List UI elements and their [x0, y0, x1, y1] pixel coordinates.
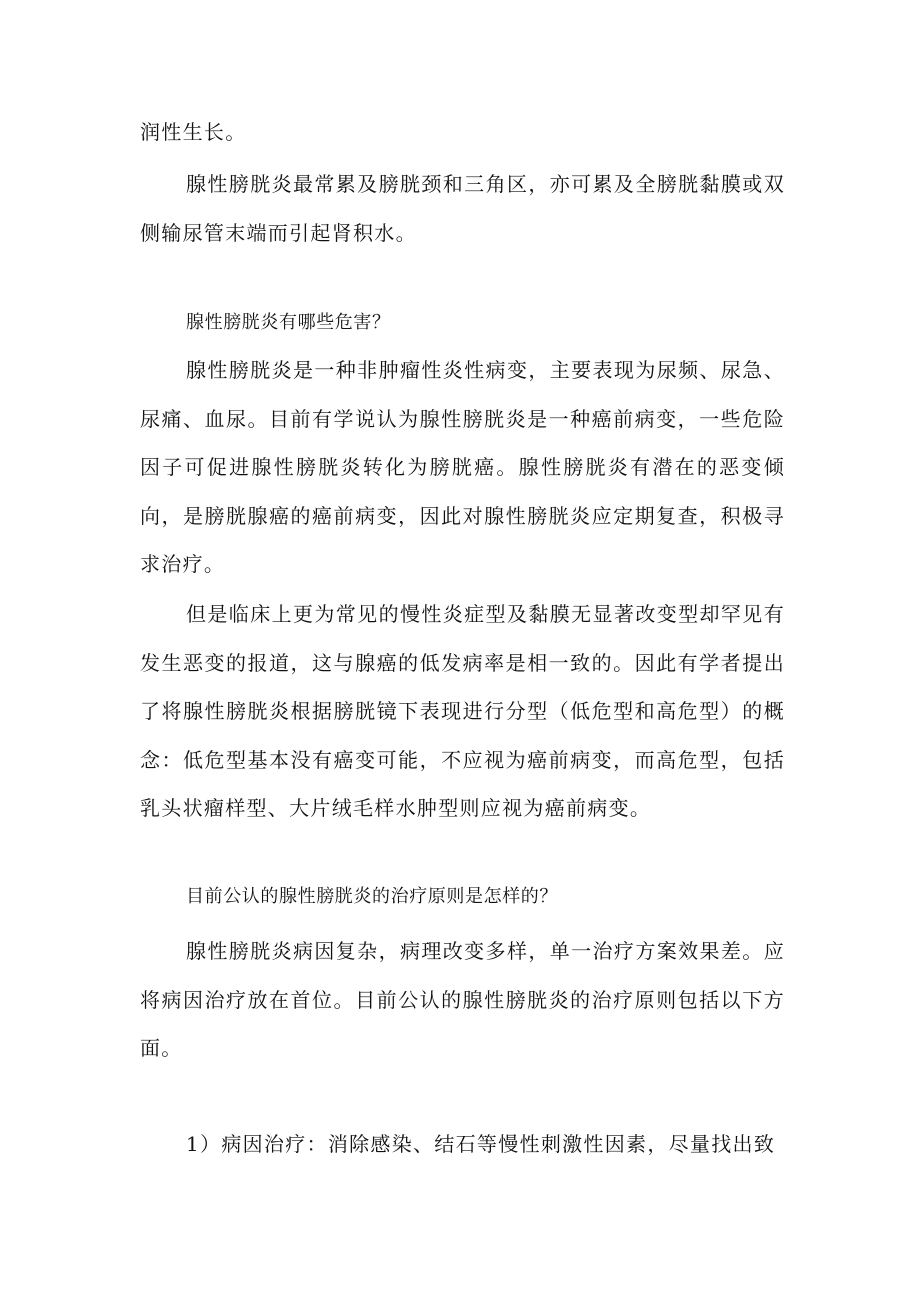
question-heading-harms: 腺性膀胱炎有哪些危害？ [186, 312, 391, 333]
question-heading-treatment: 目前公认的腺性膀胱炎的治疗原则是怎样的？ [186, 886, 558, 907]
paragraph-continuation: 润性生长。 [140, 120, 247, 144]
paragraph-harms: 腺性膀胱炎是一种非肿瘤性炎性病变，主要表现为尿频、尿急、尿痛、血尿。目前有学说认为腺性膀胱炎是一种癌前病变，一些危险因子可促进腺性膀胱炎转化为膀胱癌。腺性膀胱炎有潜在的恶变倾向，是膀胱腺癌的癌前病变，因此对腺性膀胱炎应定期复查，积极寻求治疗。 [140, 358, 785, 576]
paragraph-classification: 但是临床上更为常见的慢性炎症型及黏膜无显著改变型却罕见有发生恶变的报道，这与腺癌的低发病率是相一致的。因此有学者提出了将腺性膀胱炎根据膀胱镜下表现进行分型（低危型和高危型）的概念：低危型基本没有癌变可能，不应视为癌前病变，而高危型，包括乳头状瘤样型、大片绒毛样水肿型则应视为癌前病变。 [140, 602, 785, 820]
paragraph-involvement: 腺性膀胱炎最常累及膀胱颈和三角区，亦可累及全膀胱黏膜或双侧输尿管末端而引起肾积水。 [140, 172, 785, 245]
paragraph-etiology-treatment: 1）病因治疗：消除感染、结石等慢性刺激性因素，尽量找出致 [186, 1132, 776, 1156]
paragraph-treatment-principles: 腺性膀胱炎病因复杂，病理改变多样，单一治疗方案效果差。应将病因治疗放在首位。目前公认的腺性膀胱炎的治疗原则包括以下方面。 [140, 939, 785, 1060]
